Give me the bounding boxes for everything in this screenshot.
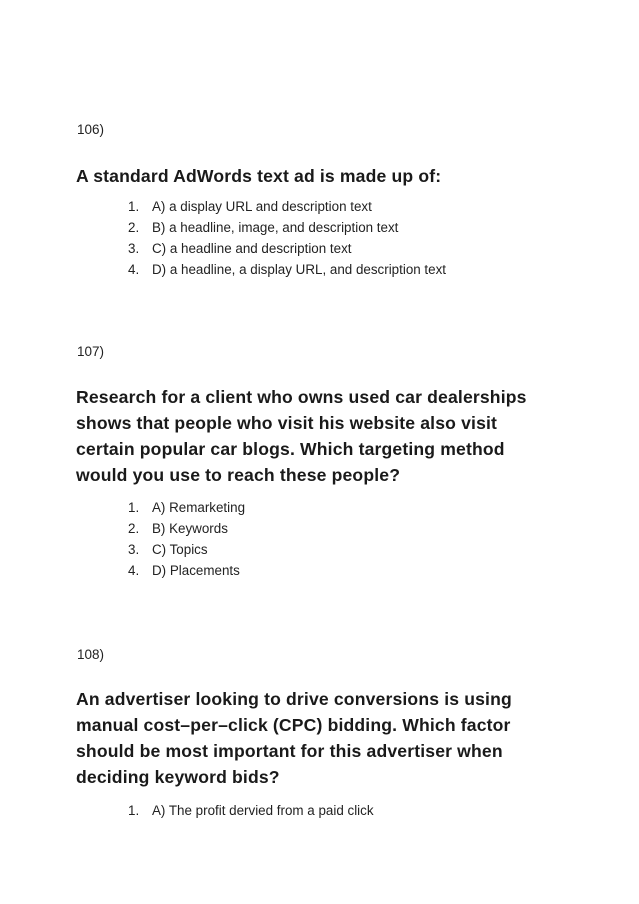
answer-option: 2. B) a headline, image, and description text — [128, 220, 399, 235]
answer-option: 1. A) a display URL and description text — [128, 199, 372, 214]
answer-option: 1. A) The profit dervied from a paid click — [128, 803, 374, 818]
question-text: A standard AdWords text ad is made up of: — [76, 166, 442, 186]
answer-option: 3. C) a headline and description text — [128, 241, 352, 256]
question-number: 108) — [77, 647, 105, 662]
question-text: An advertiser looking to drive conversions is using manual cost–per–click (CPC) bidding. Which factor should be most important for this advertiser when deciding keyword bids? — [76, 689, 512, 787]
question-text: Research for a client who owns used car dealerships shows that people who visit his website also visit certain popular car blogs. Which targeting method would you use to reach these people? — [76, 387, 527, 485]
answer-option: 4. D) Placements — [128, 563, 240, 578]
answer-options — [128, 196, 446, 280]
answer-option: 2. B) Keywords — [128, 521, 228, 536]
question-number: 106) — [77, 122, 105, 137]
answer-option: 1. A) Remarketing — [128, 500, 246, 515]
question-number: 107) — [77, 344, 105, 359]
answer-option: 4. D) a headline, a display URL, and description text — [128, 262, 447, 277]
answer-option: 3. C) Topics — [128, 542, 208, 557]
answer-options — [128, 800, 374, 821]
answer-options — [128, 497, 245, 581]
